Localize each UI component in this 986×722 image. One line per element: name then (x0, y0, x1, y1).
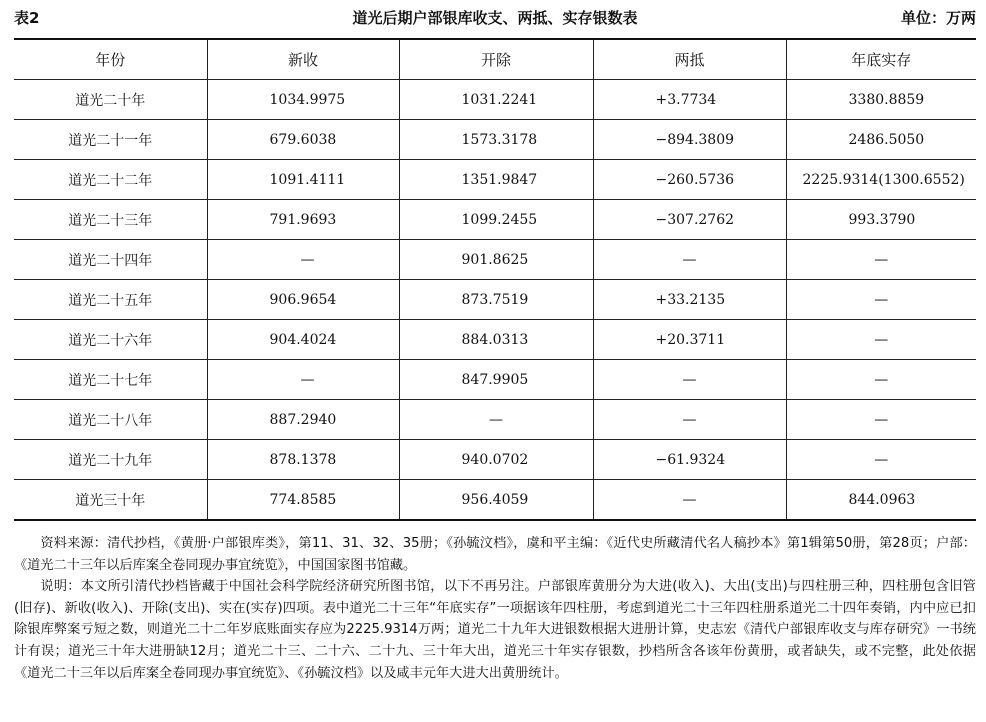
cell-balance: — (593, 400, 786, 440)
cell-expenditure: 1351.9847 (399, 160, 593, 200)
cell-year-end-stock: — (786, 360, 976, 400)
cell-year-end-stock: 993.3790 (786, 200, 976, 240)
cell-balance: −894.3809 (593, 120, 786, 160)
cell-income: 1091.4111 (207, 160, 399, 200)
cell-year: 道光二十五年 (14, 280, 207, 320)
cell-balance: +3.7734 (593, 80, 786, 120)
table-row (14, 400, 976, 440)
header-expenditure: 开除 (399, 39, 593, 80)
table-caption (14, 4, 976, 32)
table-row (14, 160, 976, 200)
table-label: 表2 (14, 9, 40, 27)
cell-income: 774.8585 (207, 480, 399, 521)
unit-label: 单位：万两 (900, 9, 976, 27)
cell-year-end-stock: — (786, 240, 976, 280)
cell-income: 679.6038 (207, 120, 399, 160)
cell-balance: −260.5736 (593, 160, 786, 200)
cell-expenditure: 940.0702 (399, 440, 593, 480)
table-row (14, 440, 976, 480)
cell-balance: −61.9324 (593, 440, 786, 480)
table-row (14, 480, 976, 521)
cell-expenditure: 901.8625 (399, 240, 593, 280)
cell-year-end-stock: — (786, 440, 976, 480)
cell-expenditure: 1099.2455 (399, 200, 593, 240)
cell-balance: +20.3711 (593, 320, 786, 360)
cell-income: — (207, 240, 399, 280)
silver-treasury-table (14, 38, 976, 521)
cell-year-end-stock: — (786, 280, 976, 320)
table-row (14, 360, 976, 400)
cell-balance: — (593, 360, 786, 400)
header-balance: 两抵 (593, 39, 786, 80)
cell-year-end-stock: — (786, 320, 976, 360)
table-row (14, 240, 976, 280)
cell-year-end-stock: 2225.9314(1300.6552) (786, 160, 976, 200)
header-year-end-stock: 年底实存 (786, 39, 976, 80)
cell-balance: — (593, 480, 786, 521)
cell-year: 道光二十六年 (14, 320, 207, 360)
cell-balance: — (593, 240, 786, 280)
cell-income: 904.4024 (207, 320, 399, 360)
cell-balance: −307.2762 (593, 200, 786, 240)
table-row (14, 320, 976, 360)
cell-expenditure: — (399, 400, 593, 440)
cell-year: 道光二十二年 (14, 160, 207, 200)
table-notes (14, 533, 976, 684)
header-income: 新收 (207, 39, 399, 80)
cell-expenditure: 1031.2241 (399, 80, 593, 120)
cell-expenditure: 884.0313 (399, 320, 593, 360)
cell-income: 791.9693 (207, 200, 399, 240)
cell-income: 906.9654 (207, 280, 399, 320)
cell-year-end-stock: 2486.5050 (786, 120, 976, 160)
cell-year: 道光二十年 (14, 80, 207, 120)
header-year: 年份 (14, 39, 207, 80)
cell-year: 道光三十年 (14, 480, 207, 521)
cell-year-end-stock: 844.0963 (786, 480, 976, 521)
cell-expenditure: 847.9905 (399, 360, 593, 400)
table-title: 道光后期户部银库收支、两抵、实存银数表 (352, 9, 638, 27)
cell-year: 道光二十一年 (14, 120, 207, 160)
cell-year: 道光二十三年 (14, 200, 207, 240)
table-row (14, 200, 976, 240)
cell-expenditure: 956.4059 (399, 480, 593, 521)
cell-year-end-stock: — (786, 400, 976, 440)
table-row (14, 120, 976, 160)
cell-year: 道光二十四年 (14, 240, 207, 280)
explanation-note: 说明：本文所引清代抄档皆藏于中国社会科学院经济研究所图书馆，以下不再另注。户部银库黄册分为大进(收入)、大出(支出)与四柱册三种，四柱册包含旧管(旧存)、新收(收入)、开除(支出)、实在(实存)四项。表中道光二十三年“年底实存”一项据该年四柱册，考虑到道光二十三年四柱册系道光二十四年奏销，内中应已扣除银库弊案亏短之数，则道光二十二年岁底账面实存应为2225.9314万两；道光二十九年大进银数根据大进册计算，史志宏《清代户部银库收支与库存研究》一书统计有误；道光三十年大进册缺12月；道光二十三、二十六、二十九、三十年大出，道光三十年实存银数，抄档所含各该年份黄册，或者缺失，或不完整，此处依据《道光二十三年以后库案全卷同现办事宜统览》、《孙毓汶档》以及咸丰元年大进大出黄册统计。 (14, 579, 976, 681)
table-row (14, 80, 976, 120)
header-row (14, 39, 976, 80)
source-note: 资料来源：清代抄档，《黄册·户部银库类》，第11、31、32、35册；《孙毓汶档》，虞和平主编：《近代史所藏清代名人稿抄本》第1辑第50册，第28页；户部：《道光二十三年以后库案全卷同现办事宜统览》，中国国家图书馆藏。 (14, 536, 976, 573)
cell-year: 道光二十九年 (14, 440, 207, 480)
cell-balance: +33.2135 (593, 280, 786, 320)
cell-year-end-stock: 3380.8859 (786, 80, 976, 120)
cell-income: — (207, 360, 399, 400)
cell-year: 道光二十八年 (14, 400, 207, 440)
table-row (14, 280, 976, 320)
cell-income: 878.1378 (207, 440, 399, 480)
cell-expenditure: 873.7519 (399, 280, 593, 320)
cell-expenditure: 1573.3178 (399, 120, 593, 160)
cell-income: 887.2940 (207, 400, 399, 440)
cell-income: 1034.9975 (207, 80, 399, 120)
cell-year: 道光二十七年 (14, 360, 207, 400)
